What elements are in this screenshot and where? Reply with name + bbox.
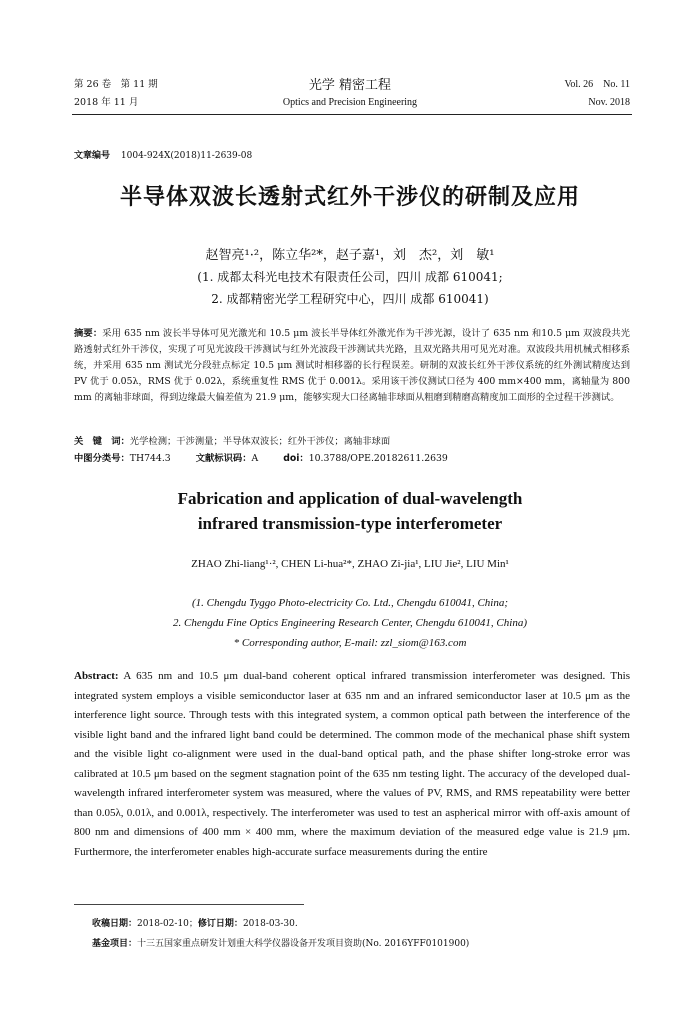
doi-value: 10.3788/OPE.20182611.2639 [308, 453, 448, 464]
title-en-line-1: Fabrication and application of dual-wavelength [177, 489, 523, 508]
abstract-en-label: Abstract: [74, 670, 119, 682]
affiliation-en-1: (1. Chengdu Tyggo Photo-electricity Co. Ltd., Chengdu 610041, China; [191, 597, 508, 609]
received-dates [92, 916, 298, 929]
fund-info [92, 936, 469, 949]
corresponding-author: * Corresponding author, E-mail: zzl_siom@163.com [233, 637, 467, 649]
article-number-value: 1004-924X(2018)11-2639-08 [120, 151, 253, 161]
clc-label: 中图分类号： [74, 453, 130, 464]
fund-label: 基金项目： [92, 939, 138, 949]
date-cn: 2018 年 11 月 [74, 97, 139, 108]
revised-label: 修订日期： [197, 919, 243, 929]
doc-code-value: A [251, 453, 259, 464]
date-en: Nov. 2018 [588, 97, 630, 108]
fund-value: 十三五国家重点研发计划重大科学仪器设备开发项目资助(No. 2016YFF0101900) [137, 939, 470, 949]
classification [74, 451, 630, 467]
keywords-cn-label: 关 键 词： [74, 436, 130, 447]
received-label: 收稿日期： [92, 919, 138, 929]
clc-value: TH744.3 [129, 453, 171, 464]
revised-value: 2018-03-30. [242, 919, 298, 929]
affiliation-cn-2: 2. 成都精密光学工程研究中心，四川 成都 610041) [211, 292, 489, 306]
title-en-line-2: infrared transmission-type interferometer [197, 514, 503, 533]
header-rule [72, 114, 632, 115]
abstract-en-text: A 635 nm and 10.5 μm dual-band coherent optical infrared transmission interferometer was designed. This integrated system employs a visible semiconductor laser at 635 nm and an infrared semiconductor laser at 10.5 μm as the interference light source. Through tests with this integrated system, a common optical path between the interference of the visible light band and the infrared light band could be determined. The common mode of the mechanical phase shift system and the visible light co-alignment were used in the dual-band optical path, and the phase shifter long-stroke error was calibrated at 10.5 μm based on the segment stagnation point of the 635 nm testing light. The accuracy of the developed dual-wavelength infrared interferometer system was measured, where the values of PV, RMS, and RMS repeatability were better than 0.05λ, 0.01λ, and 0.001λ, respectively. The interferometer was used to test an aspherical mirror with off-axis amount of 800 nm and dimensions of 400 mm × 400 mm, where the maximum deviation of the measured edge value is 21.9 μm. Furthermore, the interferometer enables high-accurate surface measurements during the entire [74, 670, 630, 858]
abstract-cn-text: 采用 635 nm 波长半导体可见光激光和 10.5 μm 波长半导体红外激光作为干涉光源，设计了 635 nm 和10.5 μm 双波段共光路透射式红外干涉仪，实现了可见光波段干涉测试与红外光波段干涉测试共光路，且双光路共用可见光对准。双波段共用机械式相移系统，并采用 635 nm 测试光分段驻点标定 10.5 μm 测试时相移器的长行程误差。研制的双波长红外干涉仪系统的红外测试精度达到 PV 优于 0.05λ，RMS 优于 0.02λ，系统重复性 RMS 优于 0.001λ。采用该干涉仪测试口径为 400 mm×400 mm，离轴量为 800 mm 的离轴非球面，得到边缘最大偏差值为 21.9 μm，能够实现大口径离轴非球面从粗磨到精磨高精度加工面形的全过程干涉测试。 [74, 328, 630, 403]
article-number-label: 文章编号 [74, 151, 111, 161]
volume-issue-en: Vol. 26 No. 11 [564, 79, 630, 90]
abstract-cn-label: 摘要： [74, 328, 103, 339]
journal-title-en: Optics and Precision Engineering [282, 97, 418, 108]
affiliation-cn-1: (1. 成都太科光电技术有限责任公司，四川 成都 610041; [197, 270, 503, 284]
abstract-en [74, 667, 630, 862]
journal-title-cn: 光学 精密工程 [308, 78, 392, 93]
footnote-rule [74, 904, 304, 905]
keywords-cn-text: 光学检测；干涉测量；半导体双波长；红外干涉仪；离轴非球面 [129, 436, 391, 447]
title-cn: 半导体双波长透射式红外干涉仪的研制及应用 [119, 185, 580, 210]
authors-cn: 赵智亮¹·²，陈立华²*，赵子嘉¹，刘 杰²，刘 敏¹ [205, 248, 495, 263]
abstract-cn [74, 326, 630, 406]
keywords-cn [74, 434, 630, 450]
volume-issue-cn: 第 26 卷 第 11 期 [74, 79, 158, 90]
received-value: 2018-02-10； [137, 919, 198, 929]
authors-en: ZHAO Zhi-liang¹·², CHEN Li-hua²*, ZHAO Zi-jia¹, LIU Jie², LIU Min¹ [191, 558, 509, 570]
article-number [74, 148, 252, 161]
affiliation-en-2: 2. Chengdu Fine Optics Engineering Research Center, Chengdu 610041, China) [173, 617, 527, 629]
doi-label: doi： [283, 453, 309, 464]
doc-code-label: 文献标识码： [195, 453, 252, 464]
